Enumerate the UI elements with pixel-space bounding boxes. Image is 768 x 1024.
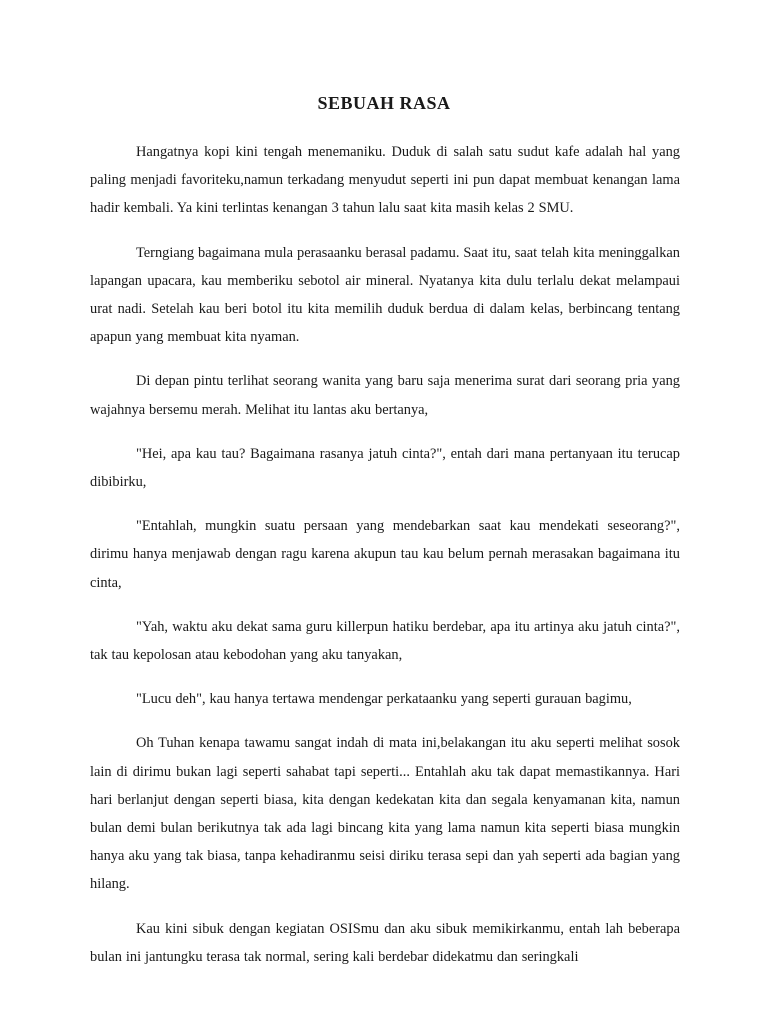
paragraph-4: "Hei, apa kau tau? Bagaimana rasanya jatuh cinta?", entah dari mana pertanyaan itu terucap dibibirku,: [90, 445, 680, 491]
paragraph-5: "Entahlah, mungkin suatu persaan yang mendebarkan saat kau mendekati seseorang?", dirimu hanya menjawab dengan ragu karena akupun tau kau belum pernah merasakan bagaimana itu cinta,: [90, 518, 680, 591]
paragraph-7: "Lucu deh", kau hanya tertawa mendengar perkataanku yang seperti gurauan bagimu,: [136, 691, 632, 708]
paragraph-9: Kau kini sibuk dengan kegiatan OSISmu dan aku sibuk memikirkanmu, entah lah beberapa bulan ini jantungku terasa tak normal, sering kali berdebar didekatmu dan seringkali: [90, 920, 680, 965]
paragraph-1: Hangatnya kopi kini tengah menemaniku. Duduk di salah satu sudut kafe adalah hal yang paling menjadi favoriteku,namun terkadang menyudut seperti ini pun dapat membuat kenangan lama hadir kembali. Ya kini terlintas kenangan 3 tahun lalu saat kita masih kelas 2 SMU.: [90, 144, 680, 217]
paragraph-2: Terngiang bagaimana mula perasaanku berasal padamu. Saat itu, saat telah kita meninggalkan lapangan upacara, kau memberiku sebotol air mineral. Nyatanya kita dulu terlalu dekat melampaui urat nadi. Setelah kau beri botol itu kita memilih duduk berdua di dalam kelas, berbincang tentang apapun yang membuat kita nyaman.: [90, 244, 680, 346]
document-body: [90, 138, 680, 987]
paragraph-6: "Yah, waktu aku dekat sama guru killerpun hatiku berdebar, apa itu artinya aku jatuh cinta?", tak tau kepolosan atau kebodohan yang aku tanyakan,: [90, 618, 680, 664]
paragraph-3: Di depan pintu terlihat seorang wanita yang baru saja menerima surat dari seorang pria yang wajahnya bersemu merah. Melihat itu lantas aku bertanya,: [90, 373, 680, 418]
paragraph-8: Oh Tuhan kenapa tawamu sangat indah di mata ini,belakangan itu aku seperti melihat sosok lain di dirimu bukan lagi seperti sahabat tapi seperti... Entahlah aku tak dapat memastikannya. Hari hari berlanjut dengan seperti biasa, kita dengan kedekatan kita dan segala kenyamanan kita, namun bulan demi bulan berikutnya tak ada lagi bincang kita yang lama namun kita seperti biasa mungkin hanya aku yang tak biasa, tanpa kehadiranmu seisi diriku terasa sepi dan yah seperti ada bagian yang hilang.: [90, 735, 680, 893]
document-title: SEBUAH RASA: [317, 93, 451, 113]
